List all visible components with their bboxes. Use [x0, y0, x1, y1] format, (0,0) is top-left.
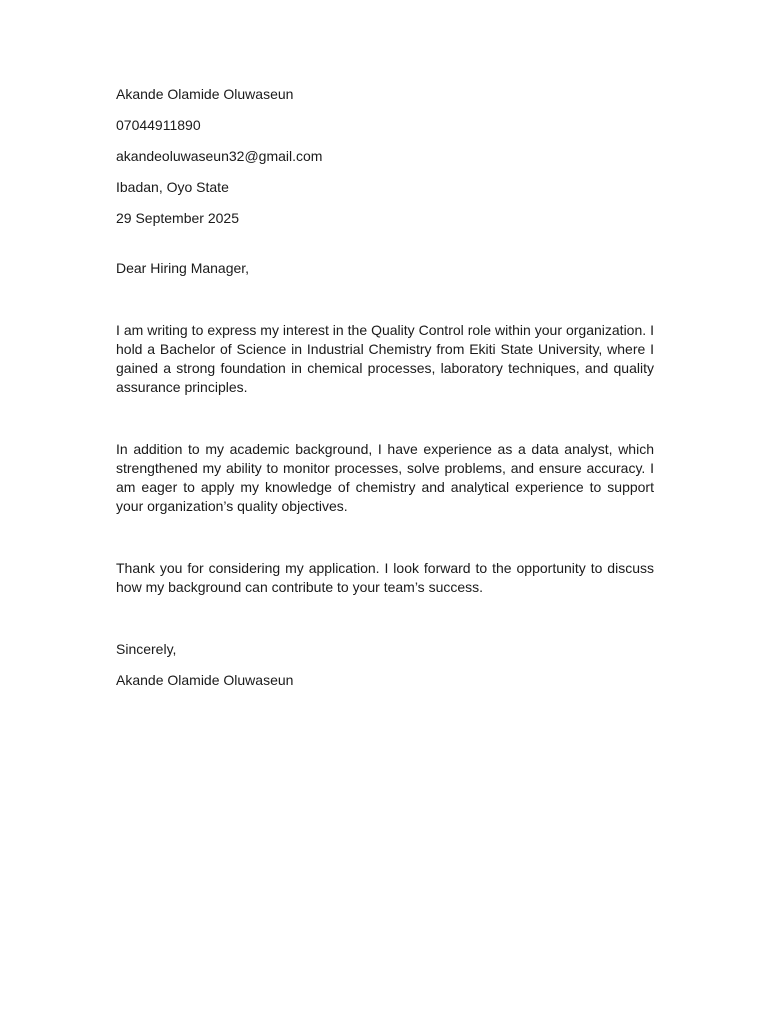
- sender-phone: 07044911890: [116, 117, 201, 133]
- signature-name: Akande Olamide Oluwaseun: [116, 672, 294, 688]
- closing: Sincerely,: [116, 641, 177, 657]
- sender-email: akandeoluwaseun32@gmail.com: [116, 148, 323, 164]
- body-paragraph-1: I am writing to express my interest in the Quality Control role within your organization. I hold a Bachelor of Science in Industrial Chemistry from Ekiti State University, where I gained a strong foundation in chemical processes, laboratory techniques, and quality assurance principles.: [116, 322, 654, 395]
- sender-block: [116, 85, 654, 228]
- sender-location: Ibadan, Oyo State: [116, 179, 229, 195]
- cover-letter: [116, 85, 654, 690]
- letter-date: 29 September 2025: [116, 210, 239, 226]
- salutation: Dear Hiring Manager,: [116, 260, 250, 276]
- body-paragraph-2: In addition to my academic background, I have experience as a data analyst, which strengthened my ability to monitor processes, solve problems, and ensure accuracy. I am eager to apply my knowledge of chemistry and analytical experience to support your organization’s quality objectives.: [116, 441, 654, 514]
- sender-name: Akande Olamide Oluwaseun: [116, 86, 294, 102]
- body-paragraph-3: Thank you for considering my application. I look forward to the opportunity to discuss how my background can contribute to your team’s success.: [116, 560, 654, 595]
